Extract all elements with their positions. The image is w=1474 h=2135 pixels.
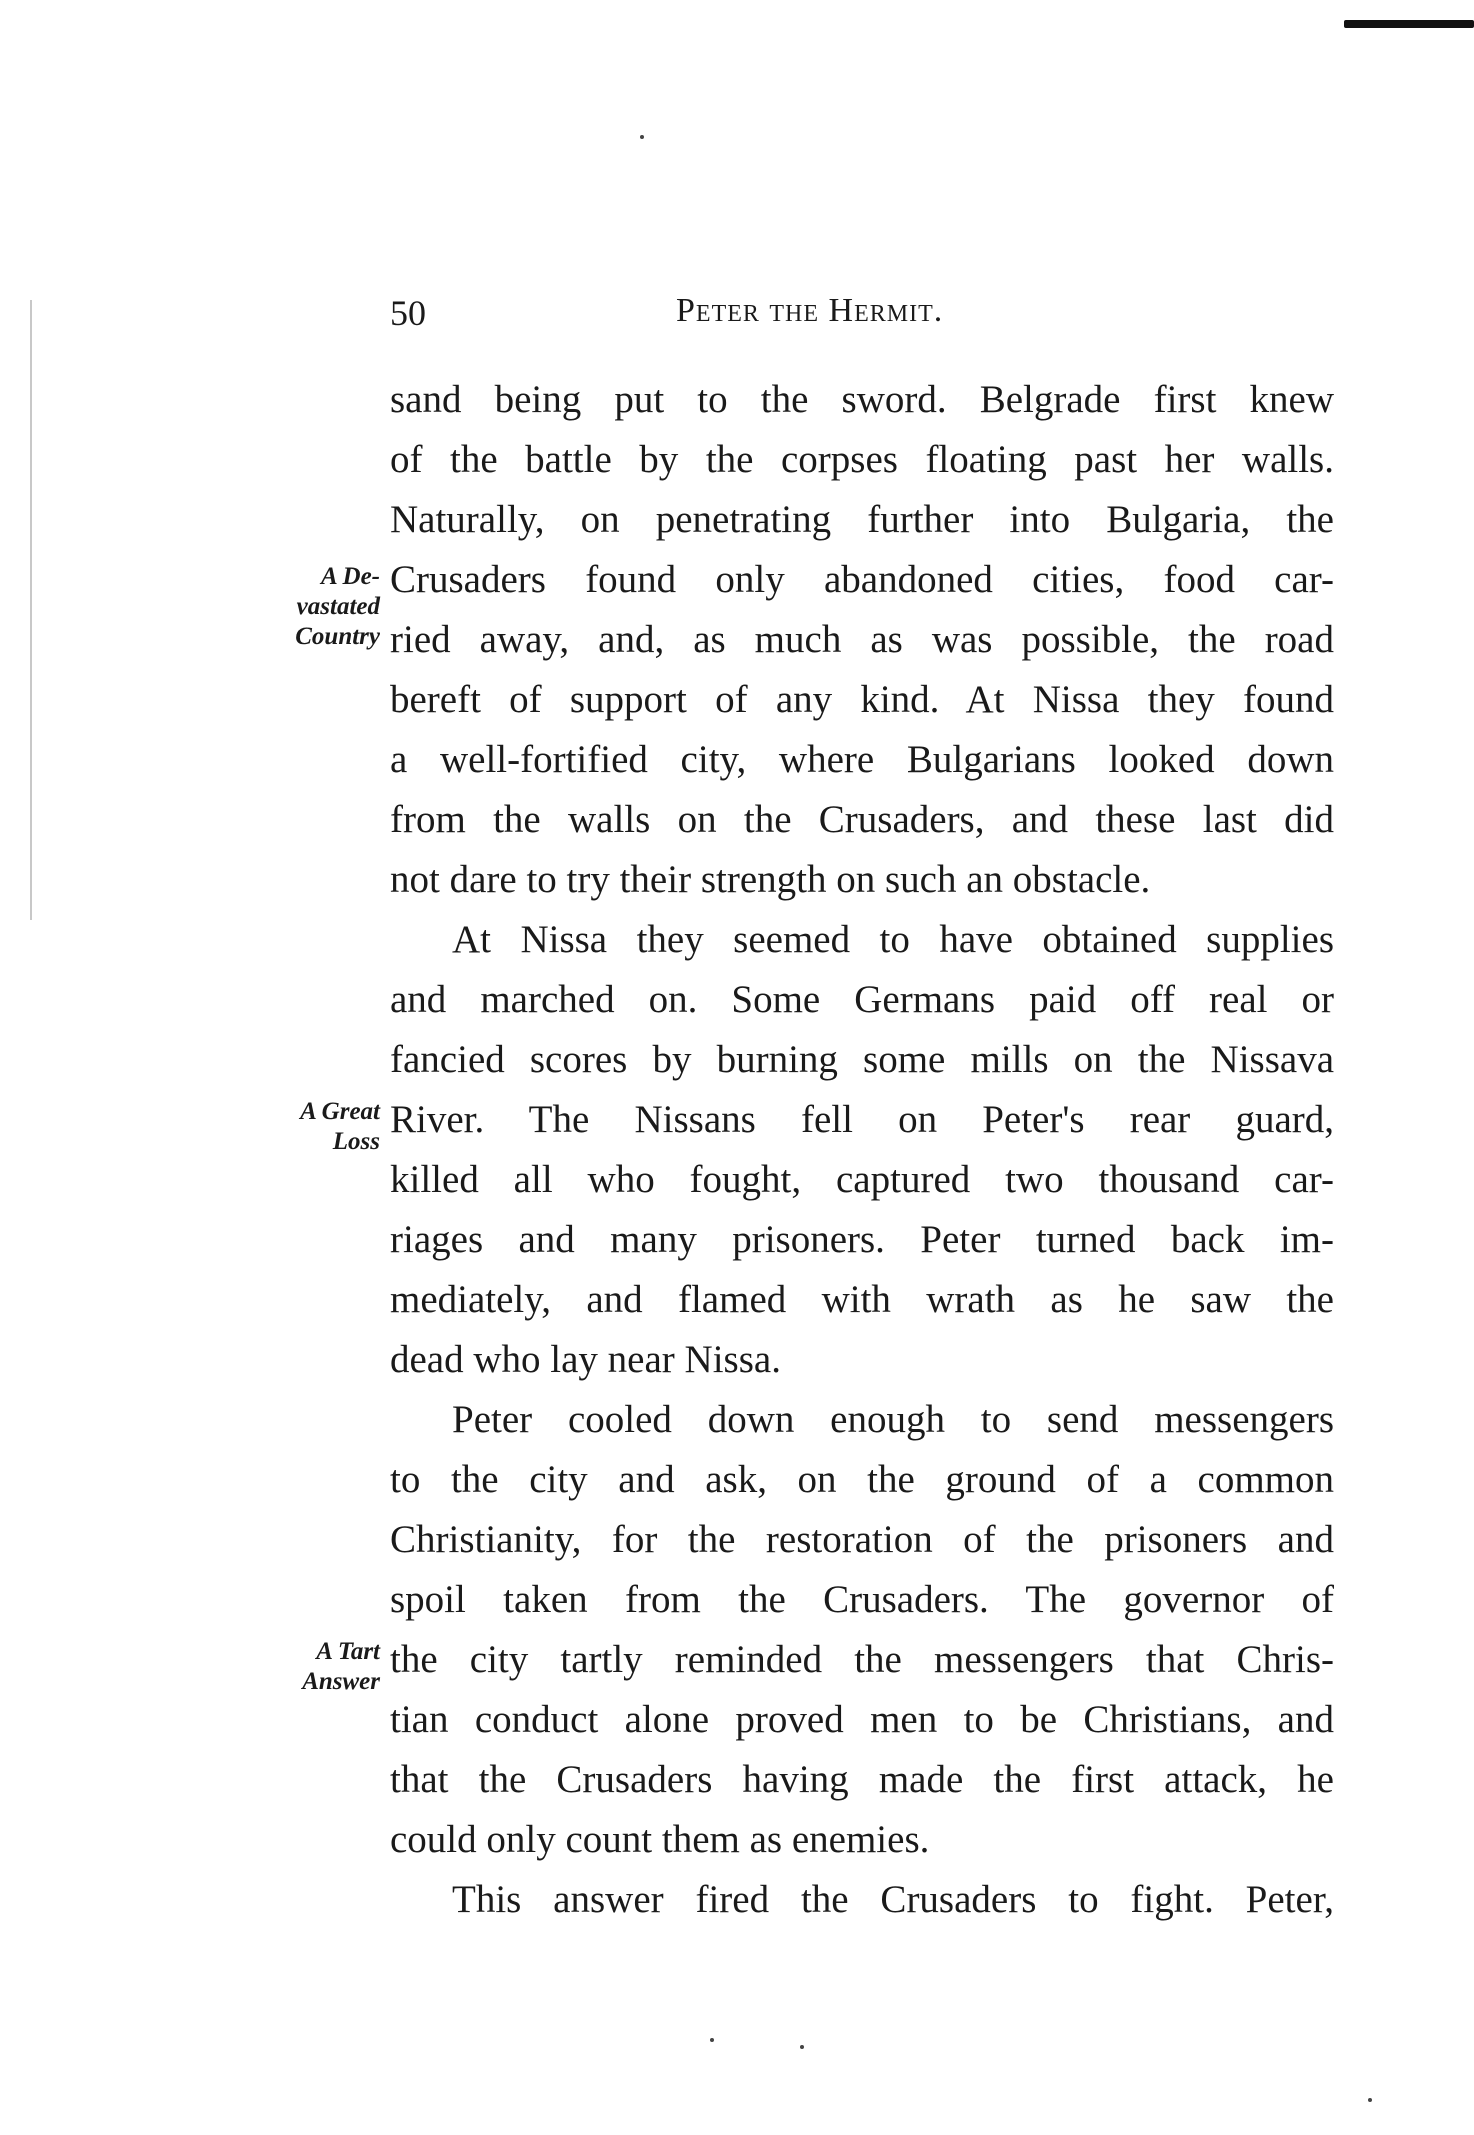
text-line: Naturally, on penetrating further into Bulgaria, the	[390, 498, 1334, 541]
text-line: Crusaders found only abandoned cities, food car-	[390, 558, 1334, 601]
text-line: sand being put to the sword. Belgrade first knew	[390, 378, 1334, 421]
text-line: that the Crusaders having made the first attack, he	[390, 1758, 1334, 1801]
speck	[1368, 2098, 1372, 2102]
text-line: and marched on. Some Germans paid off real or	[390, 978, 1334, 1021]
speck	[710, 2038, 714, 2042]
sidenote-line: Answer	[302, 1668, 380, 1695]
text-line: mediately, and flamed with wrath as he saw the	[390, 1278, 1334, 1321]
text-line: killed all who fought, captured two thousand car-	[390, 1158, 1334, 1201]
sidenote-great-loss	[240, 1097, 380, 1157]
sidenote-line: A Great	[300, 1098, 380, 1125]
text-line: could only count them as enemies.	[390, 1818, 930, 1861]
text-line: At Nissa they seemed to have obtained supplies	[452, 918, 1334, 961]
text-line: from the walls on the Crusaders, and these last did	[390, 798, 1334, 841]
text-line: a well-fortified city, where Bulgarians looked down	[390, 738, 1334, 781]
page-number: 50	[390, 293, 426, 333]
text-line: fancied scores by burning some mills on the Nissava	[390, 1038, 1334, 1081]
text-line: riages and many prisoners. Peter turned back im-	[390, 1218, 1334, 1261]
text-line: dead who lay near Nissa.	[390, 1338, 781, 1381]
sidenote-devastated-country	[240, 562, 380, 652]
gutter-shadow	[30, 300, 32, 920]
sidenote-line: Country	[295, 623, 380, 650]
text-line: not dare to try their strength on such an obstacle.	[390, 858, 1151, 901]
text-line: River. The Nissans fell on Peter's rear guard,	[390, 1098, 1334, 1141]
sidenote-line: Loss	[332, 1128, 380, 1155]
sidenote-line: A Tart	[316, 1638, 380, 1665]
text-line: to the city and ask, on the ground of a common	[390, 1458, 1334, 1501]
sidenote-line: A De-	[320, 563, 380, 590]
text-line: of the battle by the corpses floating past her walls.	[390, 438, 1334, 481]
text-line: ried away, and, as much as was possible, the road	[390, 618, 1334, 661]
text-line: spoil taken from the Crusaders. The governor of	[390, 1578, 1334, 1621]
text-line: tian conduct alone proved men to be Christians, and	[390, 1698, 1334, 1741]
sidenote-line: vastated	[296, 593, 380, 620]
page-header	[390, 292, 1334, 342]
speck	[800, 2045, 804, 2049]
text-line: bereft of support of any kind. At Nissa they found	[390, 678, 1334, 721]
text-line: the city tartly reminded the messengers that Chris-	[390, 1638, 1334, 1681]
running-title: Peter the Hermit.	[676, 292, 944, 329]
speck	[640, 135, 644, 139]
scan-artifact	[1344, 20, 1474, 28]
text-line: This answer fired the Crusaders to fight. Peter,	[452, 1878, 1334, 1921]
sidenote-tart-answer	[240, 1637, 380, 1697]
text-line: Christianity, for the restoration of the prisoners and	[390, 1518, 1334, 1561]
text-line: Peter cooled down enough to send messengers	[452, 1398, 1334, 1441]
